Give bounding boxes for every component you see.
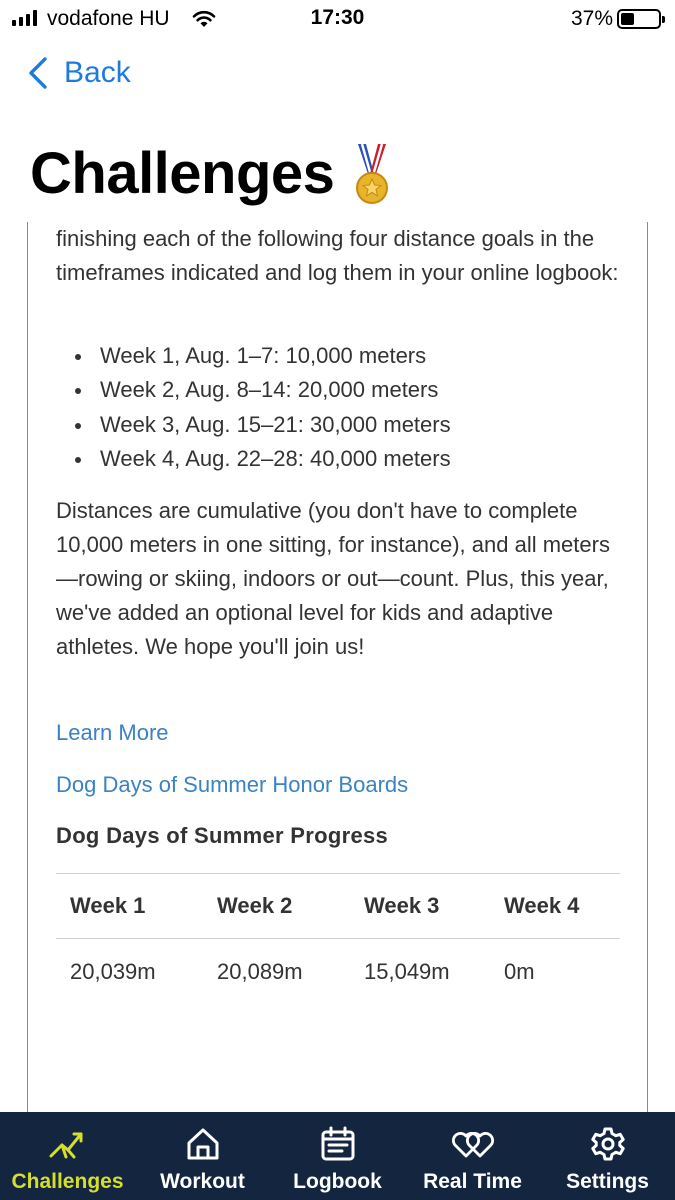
tab-bar [0, 1112, 675, 1200]
tab-label-challenges: Challenges [11, 1170, 124, 1193]
progress-header-week-2: Week 2 [203, 874, 350, 939]
tab-real-time[interactable] [405, 1112, 540, 1200]
battery-icon [617, 9, 661, 29]
carrier-name: vodafone HU [47, 7, 170, 30]
tab-workout[interactable] [135, 1112, 270, 1200]
challenges-icon [48, 1126, 88, 1162]
medal-icon [352, 142, 392, 206]
goals-list [100, 339, 620, 476]
tab-label-workout: Workout [160, 1170, 245, 1193]
clock: 17:30 [310, 6, 365, 29]
hearts-icon [450, 1126, 496, 1162]
status-bar [0, 0, 675, 40]
progress-value-week-4: 0m [504, 958, 535, 984]
chevron-left-icon [28, 56, 48, 90]
progress-header-week-4: Week 4 [490, 874, 620, 939]
challenge-details-text: Distances are cumulative (you don't have to complete 10,000 meters in one sitting, for instance), and all meters—rowing or skiing, indoors or out—count. Plus, this year, we've added an optional level for kids and adaptive athletes. We hope you'll join us! [56, 498, 610, 659]
progress-value-week-1: 20,039m [70, 958, 156, 984]
back-button[interactable] [28, 56, 131, 90]
battery-percent: 37% [570, 7, 613, 30]
goal-item-week-3: Week 3, Aug. 15–21: 30,000 meters [100, 408, 620, 442]
tab-challenges[interactable] [0, 1112, 135, 1200]
challenge-content[interactable] [27, 222, 648, 1112]
tab-label-logbook: Logbook [293, 1170, 382, 1193]
goal-item-week-4: Week 4, Aug. 22–28: 40,000 meters [100, 442, 620, 476]
page-title [30, 140, 392, 207]
progress-table [56, 873, 620, 1005]
tab-settings[interactable] [540, 1112, 675, 1200]
progress-value-week-3: 15,049m [364, 958, 450, 984]
tab-label-real-time: Real Time [423, 1170, 522, 1193]
learn-more-link[interactable]: Learn More [56, 720, 169, 745]
tab-label-settings: Settings [566, 1170, 649, 1193]
progress-title: Dog Days of Summer Progress [56, 823, 389, 848]
progress-header-week-1: Week 1 [56, 874, 203, 939]
honor-boards-link[interactable]: Dog Days of Summer Honor Boards [56, 772, 409, 797]
back-label: Back [64, 56, 131, 89]
progress-value-week-2: 20,089m [217, 958, 303, 984]
challenge-intro-text: finishing each of the following four distance goals in the timeframes indicated and log them in your online logbook: [56, 226, 619, 285]
tab-logbook[interactable] [270, 1112, 405, 1200]
progress-header-week-3: Week 3 [350, 874, 490, 939]
home-icon [185, 1126, 221, 1162]
calendar-icon [320, 1126, 356, 1162]
progress-value-row [56, 939, 620, 1005]
goal-item-week-2: Week 2, Aug. 8–14: 20,000 meters [100, 373, 620, 407]
goal-item-week-1: Week 1, Aug. 1–7: 10,000 meters [100, 339, 620, 373]
progress-header-row [56, 874, 620, 939]
page-title-text: Challenges [30, 141, 335, 206]
gear-icon [590, 1126, 626, 1162]
